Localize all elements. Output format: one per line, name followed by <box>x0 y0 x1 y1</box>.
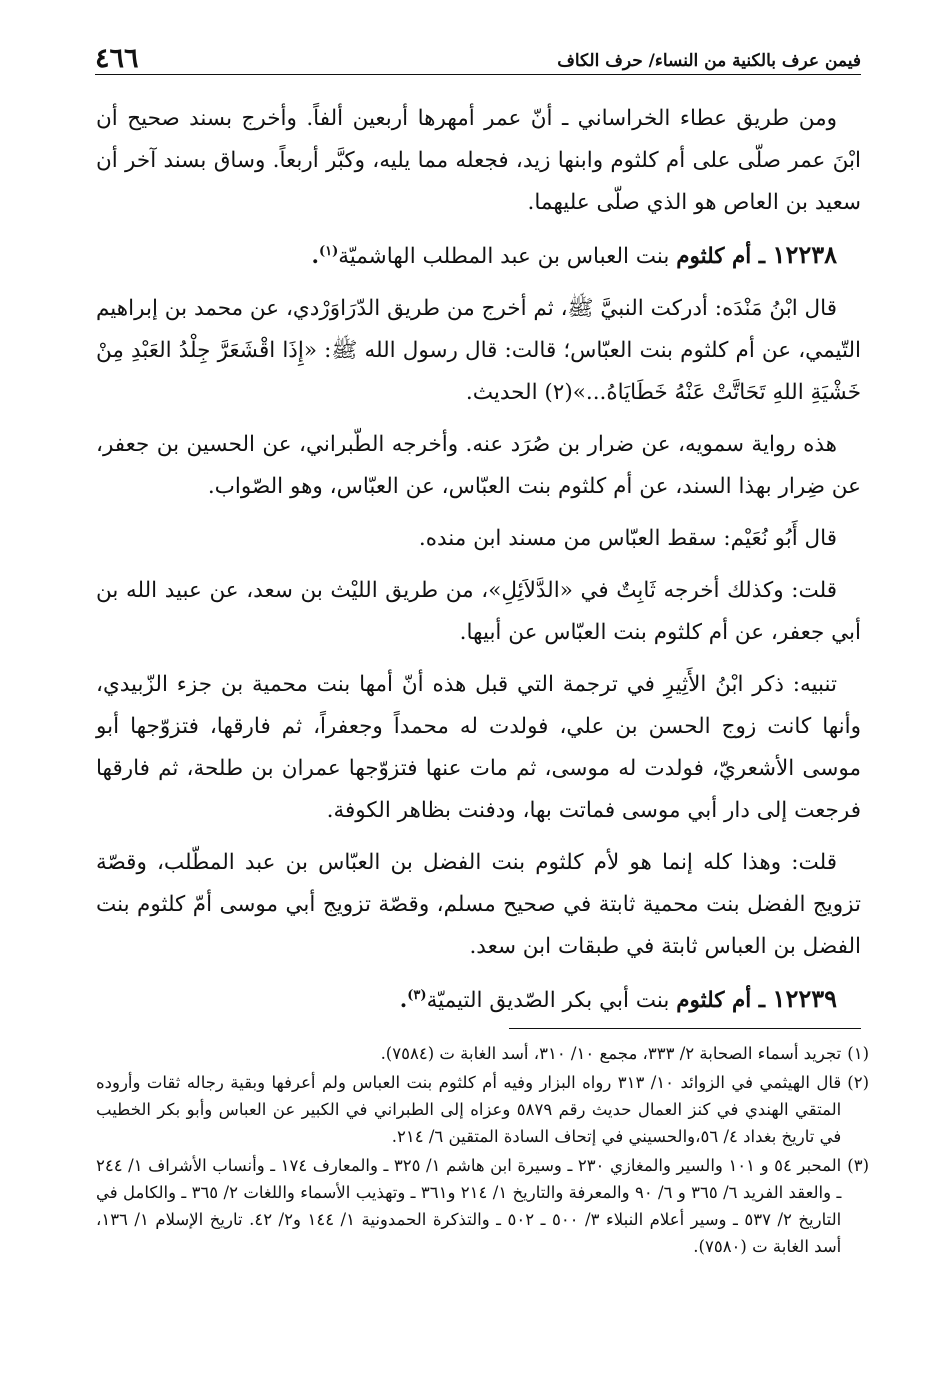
paragraph: قلت: وكذلك أخرجه ثَابِتٌ في «الدَّلاَئِلِ»، من طريق الليْث بن سعد، عن عبيد الله بن أبي جعفر، عن أم كلثوم بنت العبّاس عن أبيها. <box>96 578 861 645</box>
paragraph: قلت: وهذا كله إنما هو لأم كلثوم بنت الفضل بن العبّاس بن عبد المطّلب، وقصّة تزويج الفضل بنت محمية ثابتة في صحيح مسلم، وقصّة تزويج أبي موسى أمّ كلثوم بنت الفضل بن العباس ثابتة في طبقات ابن سعد. <box>96 850 861 959</box>
paragraph: قال ابْنُ مَنْدَه: أدركت النبيَّ ﷺ، ثم أخرج من طريق الدّرَاوَرْدي، عن محمد بن إبراهيم التّيمي، عن أم كلثوم بنت العبّاس؛ قالت: قال رسول الله ﷺ: «إِذَا اقْشَعَرَّ جِلْدُ العَبْدِ مِنْ خَشْيَةِ اللهِ تَحَاتَّتْ عَنْهُ خَطَايَاهُ...»(٢) الحديث. <box>96 296 861 405</box>
running-title: فيمن عرف بالكنية من النساء/ حرف الكاف <box>557 51 861 71</box>
entry-heading: ١٢٢٣٩ ـ أم كلثوم بنت أبي بكر الصّديق التيميّة$^{(٣)}$. <box>399 984 837 1013</box>
footnote-mark: (٢) <box>847 1073 869 1092</box>
footnotes <box>96 1040 869 1262</box>
footnote-mark: (٣) <box>847 1156 869 1175</box>
entry-description: بنت العباس بن عبد المطلب الهاشميّة <box>338 244 677 269</box>
footnote <box>96 1069 869 1150</box>
footnote-ref: (٣) <box>407 987 427 1003</box>
footnote-text: تجريد أسماء الصحابة ٢/ ٣٣٣، مجمع ١٠/ ٣١٠، أسد الغابة ت (٧٥٨٤). <box>380 1044 842 1063</box>
paragraph: تنبيه: ذكر ابْنُ الأَثِيرِ في ترجمة التي قبل هذه أنّ أمها بنت محمية بن جزء الزّبيدي، وأنها كانت زوج الحسن بن علي، فولدت له محمداً وجعفراً، ثم فارقها، فتزوّجها أبو موسى الأشعريّ، فولدت له موسى، ثم مات عنها فتزوّجها عمران بن طلحة، ثم فارقها فرجعت إلى دار أبي موسى فماتت بها، ودفنت بظاهر الكوفة. <box>96 672 861 823</box>
entry-end: . <box>399 988 408 1013</box>
footnote-text: المحبر ٥٤ و ١٠١ والسير والمغازي ٢٣٠ ـ وسيرة ابن هاشم ١/ ٣٢٥ ـ والمعارف ١٧٤ ـ وأنساب الأشراف ١/ ٢٤٤ ـ والعقد الفريد ٦/ ٣٦٥ و ٦/ ٩٠ والمعرفة والتاريخ ١/ ٢١٤ و٣٦١ ـ وتهذيب الأسماء واللغات ٢/ ٣٦٥ ـ والكامل في التاريخ ٢/ ٥٣٧ ـ وسير أعلام النبلاء ٣/ ٥٠٠ ـ ٥٠٢ ـ والتذكرة الحمدونية ١/ ١٤٤ و٢/ ٤٢. تاريخ الإسلام ١/ ١٣٦، أسد الغابة ت (٧٥٨٠). <box>96 1156 842 1256</box>
entry-heading: ١٢٢٣٨ ـ أم كلثوم بنت العباس بن عبد المطلب الهاشميّة$^{(١)}$. <box>311 240 837 269</box>
page-number: ٤٦٦ <box>95 43 139 74</box>
entry-number: ١٢٢٣٩ <box>772 984 837 1013</box>
footnote <box>96 1040 869 1067</box>
paragraph: هذه رواية سمويه، عن ضرار بن صُرَد عنه. وأخرجه الطّبراني، عن الحسين بن جعفر، عن ضِرار بهذا السند، عن أم كلثوم بنت العبّاس، عن العبّاس، وهو الصّواب. <box>96 432 861 499</box>
footnote-divider <box>509 1028 861 1029</box>
entry-end: . <box>311 244 319 269</box>
paragraph: قال أَبُو نُعَيْم: سقط العبّاس من مسند ابن منده. <box>418 526 837 551</box>
entry-name: أم كلثوم <box>676 244 752 269</box>
footnote-mark: (١) <box>847 1044 869 1063</box>
entry-name: أم كلثوم <box>676 988 752 1013</box>
footnote <box>96 1152 869 1260</box>
page-header <box>95 44 861 75</box>
entry-number: ١٢٢٣٨ <box>772 240 837 269</box>
footnote-text: قال الهيثمي في الزوائد ١٠/ ٣١٣ رواه البزار وفيه أم كلثوم بنت العباس ولم أعرفها وبقية رجاله ثقات وأروده المتقي الهندي في كنز العمال حديث رقم ٥٨٧٩ وعزاه إلى الطبراني في الكبير عن العباس وأبو بكر الخطيب في تاريخ بغداد ٤/ ٥٦،والحسيني في إتحاف السادة المتقين ٦/ ٢١٤. <box>96 1073 842 1146</box>
footnote-ref: (١) <box>318 243 339 259</box>
paragraph: ومن طريق عطاء الخراساني ـ أنّ عمر أمهرها أربعين ألفاً. وأخرج بسند صحيح أن ابْنَ عمر صلّى على أم كلثوم وابنها زيد، فجعله مما يليه، وكبَّر أربعاً. وساق بسند آخر أن سعيد بن العاص هو الذي صلّى عليهما. <box>96 106 861 215</box>
entry-description: بنت أبي بكر الصّديق التيميّة <box>426 988 677 1013</box>
main-text <box>96 98 861 1032</box>
